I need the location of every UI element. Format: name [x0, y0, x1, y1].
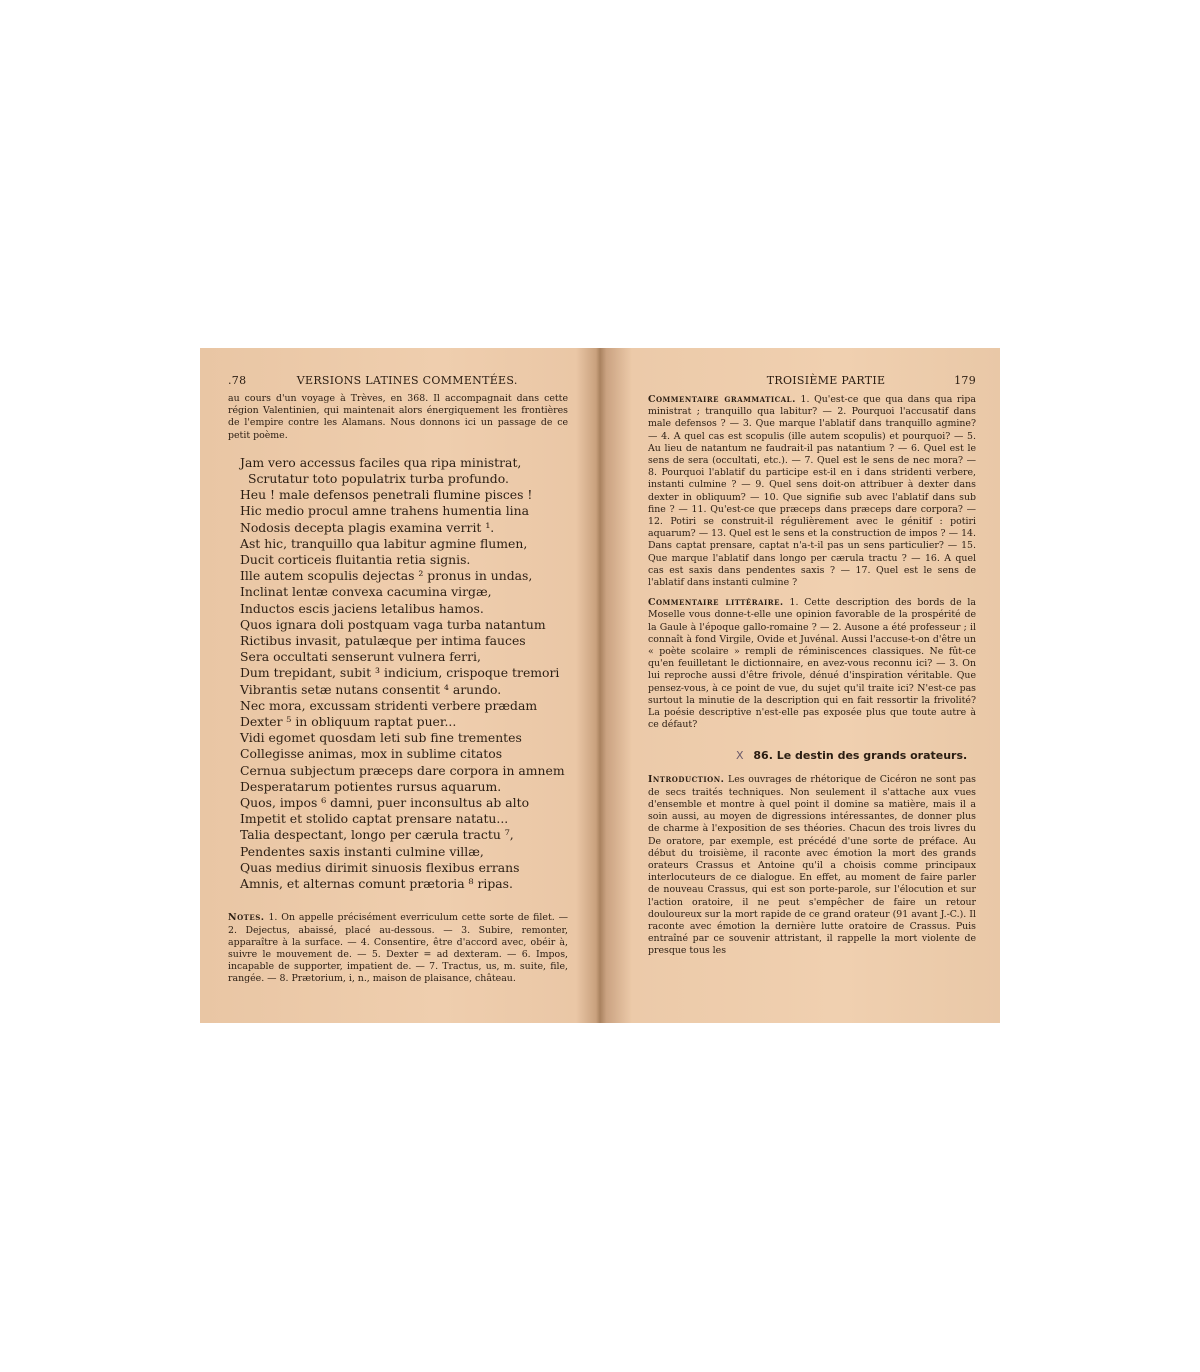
poem-line: Talia despectant, longo per cærula tractu ⁷, — [240, 827, 514, 843]
notes-label: Notes. — [228, 912, 265, 924]
left-page — [200, 348, 600, 1023]
book-spread — [200, 348, 1000, 1023]
literary-label: Commentaire littéraire. — [648, 597, 784, 609]
right-page — [600, 348, 1000, 1023]
poem-line: Vibrantis setæ nutans consentit ⁴ arundo. — [240, 681, 502, 697]
poem-line: Dexter ⁵ in obliquum raptat puer... — [240, 714, 457, 730]
poem-line: Quos ignara doli postquam vaga turba natantum — [240, 616, 546, 632]
poem-line: Vidi egomet quosdam leti sub fine trementes — [240, 730, 522, 746]
running-head: TROISIÈME PARTIE — [766, 374, 886, 387]
poem-line: Impetit et stolido captat prensare natatu... — [240, 811, 509, 827]
poem-line: Heu ! male defensos penetrali flumine pisces ! — [240, 487, 533, 503]
introduction-text: Les ouvrages de rhétorique de Cicéron ne sont pas de secs traités techniques. Non seulement il s'attache aux vues d'ensemble et montre à quel point il domine sa matière, mais il a soin aussi, au moyen de digressions intéressantes, de donner plus de charme à l'exposition de ses théories. Chacun des trois livres du De oratore, par exemple, est précédé d'une sorte de préface. Au début du troisième, il raconte avec émotion la mort des grands orateurs Crassus et Antoine qu'il a choisis comme principaux interlocuteurs de ce dialogue. En effet, au moment de faire parler de nouveau Crassus, qui est son porte-parole, sur l'élocution et sur l'action oratoire, il ne peut s'empêcher de faire un retour douloureux sur la mort rapide de ce grand orateur (91 avant J.-C.). Il raconte avec émotion la dernière lutte oratoire de Crassus. Puis entraîné par ce souvenir attristant, il rappelle la mort violente de presque tous les — [648, 774, 976, 957]
literary-text: 1. Cette description des bords de la Moselle vous donne-t-elle une opinion favorable de la prospérité de la Gaule à l'époque gallo-romaine ? — 2. Ausone a été professeur ; il connaît à fond Virgile, Ovide et Juvénal. Aussi l'accuse-t-on d'être un « poète scolaire » rempli de réminiscences classiques. Ne fût-ce qu'en feuilletant le dictionnaire, en avez-vous reconnu ici? — 3. On lui reproche aussi d'être frivole, dénué d'inspiration véritable. Que pensez-vous, à ce point de vue, du sujet qu'il traite ici? N'est-ce pas surtout la minutie de la description qui en fait ressortir la frivolité? La poésie descriptive n'est-elle pas exposée plus que toute autre à ce défaut? — [648, 597, 976, 731]
grammar-label: Commentaire grammatical. — [648, 394, 796, 405]
poem-line: Inductos escis jaciens letalibus hamos. — [240, 600, 484, 616]
left-page-header — [228, 374, 568, 388]
poem-line: Collegisse animas, mox in sublime citatos — [240, 746, 503, 762]
page-number: .78 — [228, 374, 247, 387]
poem-line: Quos, impos ⁶ damni, puer inconsultus ab alto — [240, 795, 530, 811]
grammar-commentary — [648, 394, 976, 589]
poem-line: Jam vero accessus faciles qua ripa ministrat, — [240, 454, 522, 470]
introduction-label: Introduction. — [648, 774, 725, 786]
poem-line: Hic medio procul amne trahens humentia lina — [240, 503, 530, 519]
poem-line: Sera occultati senserunt vulnera ferri, — [240, 649, 481, 665]
section-heading — [736, 749, 976, 762]
right-page-header — [648, 374, 976, 388]
poem-line: Quas medius dirimit sinuosis flexibus errans — [240, 859, 520, 875]
poem-line: Dum trepidant, subit ³ indicium, crispoque tremori — [240, 665, 560, 681]
poem-line: Ast hic, tranquillo qua labitur agmine flumen, — [240, 535, 528, 551]
latin-poem — [240, 455, 568, 892]
poem-line: Scrutatur toto populatrix turba profundo. — [248, 471, 509, 487]
poem-line: Amnis, et alternas comunt prætoria ⁸ ripas. — [240, 876, 513, 892]
poem-line: Desperatarum potientes rursus aquarum. — [240, 778, 502, 794]
page-number: 179 — [954, 374, 976, 387]
intro-paragraph: au cours d'un voyage à Trèves, en 368. Il accompagnait dans cette région Valentinien, qui maintenait alors énergiquement les frontières de l'empire contre les Alamans. Nous donnons ici un passage de ce petit poème. — [228, 393, 568, 441]
poem-line: Nec mora, excussam stridenti verbere prædam — [240, 697, 538, 713]
poem-line: Ille autem scopulis dejectas ² pronus in undas, — [240, 568, 533, 584]
notes-text: 1. On appelle précisément everriculum cette sorte de filet. — 2. Dejectus, abaissé, placé au-dessous. — 3. Subire, remonter, apparaître à la surface. — 4. Consentire, être d'accord avec, obéir à, suivre le mouvement de. — 5. Dexter = ad dexteram. — 6. Impos, incapable de supporter, impatient de. — 7. Tractus, us, m. suite, file, rangée. — 8. Prætorium, i, n., maison de plaisance, château. — [228, 912, 568, 985]
introduction-paragraph — [648, 774, 976, 957]
poem-line: Cernua subjectum præceps dare corpora in amnem — [240, 762, 565, 778]
notes-paragraph — [228, 912, 568, 985]
literary-commentary — [648, 597, 976, 731]
pencil-mark: X — [736, 749, 744, 763]
section-title-text: 86. Le destin des grands orateurs. — [753, 749, 968, 763]
poem-line: Ducit corticeis fluitantia retia signis. — [240, 552, 471, 568]
poem-line: Nodosis decepta plagis examina verrit ¹. — [240, 519, 495, 535]
poem-line: Inclinat lentæ convexa cacumina virgæ, — [240, 584, 492, 600]
grammar-text: 1. Qu'est-ce que qua dans qua ripa ministrat ; tranquillo qua labitur? — 2. Pourquoi l'accusatif dans male defensos ? — 3. Que marque l'ablatif dans tranquillo agmine? — 4. A quel cas est scopulis (ille autem scopulis) et pourquoi? — 5. Au lieu de natantum ne faudrait-il pas natantium ? — 6. Quel est le sens de sera (occultati, etc.). — 7. Quel est le sens de nec mora? — 8. Pourquoi l'ablatif du participe est-il en i dans stridenti verbere, instanti culmine ? — 9. Quel sens doit-on attribuer à dexter dans dexter in obliquum? — 10. Que signifie sub avec l'ablatif dans sub fine ? — 11. Qu'est-ce que præceps dans præceps dare corpora? — 12. Potiri se construit-il régulièrement avec le génitif : potiri aquarum? — 13. Quel est le sens et la construction de impos ? — 14. Dans captat prensare, captat n'a-t-il pas un sens particulier? — 15. Que marque l'ablatif dans longo per cærula tractu ? — 16. A quel cas est saxis dans pendentes saxis ? — 17. Quel est le sens de l'ablatif dans instanti culmine ? — [648, 394, 976, 589]
running-head: VERSIONS LATINES COMMENTÉES. — [296, 374, 518, 387]
poem-line: Rictibus invasit, patulæque per intima fauces — [240, 633, 526, 649]
poem-line: Pendentes saxis instanti culmine villæ, — [240, 843, 484, 859]
